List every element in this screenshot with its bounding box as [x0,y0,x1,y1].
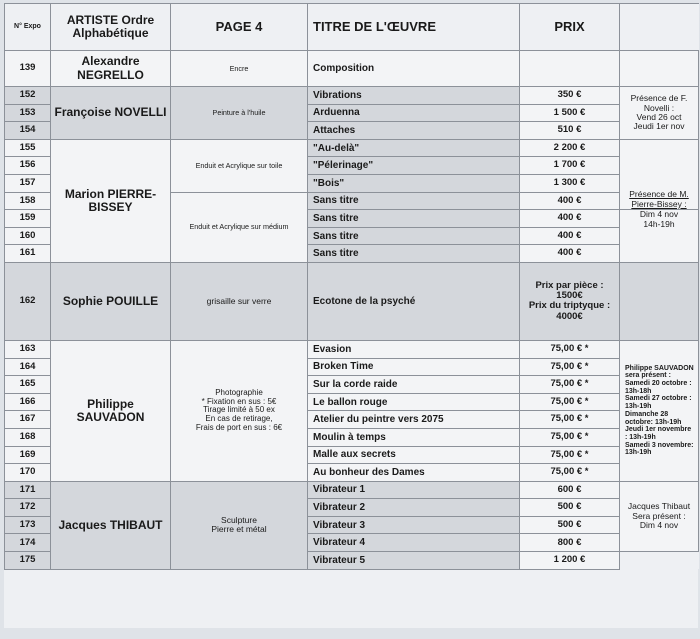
work-num: 169 [5,446,51,464]
note-blank [620,552,699,570]
artist-technique: Enduit et Acrylique sur médium [171,192,308,262]
table-row [5,340,699,358]
artist-name: Philippe SAUVADON [51,340,171,481]
artist-note: Présence de F. Novelli : Vend 26 oct Jeudi 1er nov [620,87,699,140]
artist-note: Dim 4 nov 14h-19h [620,210,699,263]
artwork-table [4,3,699,570]
work-title: Arduenna [308,104,520,122]
work-price: 510 € [520,122,620,140]
work-title: Vibrateur 2 [308,499,520,517]
work-title: Vibrateur 1 [308,481,520,499]
work-num: 162 [5,262,51,340]
work-price: 75,00 € * [520,376,620,394]
work-num: 159 [5,210,51,228]
artist-note: Jacques Thibaut Sera présent : Dim 4 nov [620,481,699,551]
work-title: Malle aux secrets [308,446,520,464]
work-title: Vibrations [308,87,520,105]
work-price: 75,00 € * [520,393,620,411]
artist-technique: Peinture à l'huile [171,87,308,140]
table-row [5,139,699,157]
work-price: 600 € [520,481,620,499]
work-title: Broken Time [308,358,520,376]
work-title: Vibrateur 3 [308,516,520,534]
work-price: 400 € [520,192,620,210]
header-price: PRIX [520,4,620,51]
work-price: 75,00 € * [520,358,620,376]
artist-technique: Encre [171,51,308,87]
work-price: 75,00 € * [520,411,620,429]
work-title: Moulin à temps [308,428,520,446]
work-num: 166 [5,393,51,411]
artist-note: Philippe SAUVADON sera présent : Samedi 20 octobre : 13h-18h Samedi 27 octobre : 13h-19h Dimanche 28 octobre: 13h-19h Jeudi 1er novembre : 13h-19h Samedi 3 novembre: 13h-19h [620,340,699,481]
work-title: Sans titre [308,245,520,263]
work-num: 155 [5,139,51,157]
work-price: 400 € [520,245,620,263]
work-title: Vibrateur 5 [308,552,520,570]
work-num: 168 [5,428,51,446]
work-title: "Bois" [308,174,520,192]
header-num: N° Expo [5,4,51,51]
header-row [5,4,699,51]
work-price: 75,00 € * [520,428,620,446]
work-num: 174 [5,534,51,552]
work-title: "Pélerinage" [308,157,520,175]
work-price: 1 500 € [520,104,620,122]
artist-technique: Photographie * Fixation en sus : 5€ Tirage limité à 50 ex En cas de retirage, Frais de port en sus : 6€ [171,340,308,481]
work-num: 152 [5,87,51,105]
artist-note [620,262,699,340]
work-num: 164 [5,358,51,376]
artist-technique: Sculpture Pierre et métal [171,481,308,569]
work-title: Attaches [308,122,520,140]
work-title: Sans titre [308,227,520,245]
work-price: 2 200 € [520,139,620,157]
work-num: 165 [5,376,51,394]
work-title: Le ballon rouge [308,393,520,411]
work-title: Sans titre [308,192,520,210]
work-num: 173 [5,516,51,534]
artist-name: Marion PIERRE-BISSEY [51,139,171,262]
work-title: Ecotone de la psyché [308,262,520,340]
artist-name: Sophie POUILLE [51,262,171,340]
work-price: 400 € [520,227,620,245]
work-num: 156 [5,157,51,175]
table-row [5,51,699,87]
artist-technique: Enduit et Acrylique sur toile [171,139,308,192]
work-title: Sur la corde raide [308,376,520,394]
work-price: 1 300 € [520,174,620,192]
work-title: Vibrateur 4 [308,534,520,552]
work-price: 75,00 € * [520,464,620,482]
work-num: 163 [5,340,51,358]
work-price: 1 700 € [520,157,620,175]
work-num: 171 [5,481,51,499]
work-num: 175 [5,552,51,570]
work-price [520,51,620,87]
work-num: 167 [5,411,51,429]
work-price: 800 € [520,534,620,552]
header-blank [620,4,699,51]
table-row [5,262,699,340]
artist-technique: grisaille sur verre [171,262,308,340]
work-num: 139 [5,51,51,87]
table-row [5,481,699,499]
exhibition-price-sheet [4,3,698,628]
work-num: 160 [5,227,51,245]
header-title: TITRE DE L'ŒUVRE [308,4,520,51]
work-price: 1 200 € [520,552,620,570]
work-title: Evasion [308,340,520,358]
work-price: 500 € [520,516,620,534]
artist-name: Françoise NOVELLI [51,87,171,140]
work-price: 75,00 € * [520,446,620,464]
work-price: 400 € [520,210,620,228]
artist-note: Présence de M. Pierre-Bissey : [620,139,699,209]
work-title: Atelier du peintre vers 2075 [308,411,520,429]
work-num: 153 [5,104,51,122]
work-price: 75,00 € * [520,340,620,358]
work-num: 170 [5,464,51,482]
artist-name: Jacques THIBAUT [51,481,171,569]
header-artist: ARTISTE Ordre Alphabétique [51,4,171,51]
artist-name: Alexandre NEGRELLO [51,51,171,87]
artist-note [620,51,699,87]
work-price: 500 € [520,499,620,517]
header-page: PAGE 4 [171,4,308,51]
work-num: 154 [5,122,51,140]
work-title: Sans titre [308,210,520,228]
work-title: "Au-delà" [308,139,520,157]
work-num: 161 [5,245,51,263]
table-row [5,87,699,105]
work-num: 172 [5,499,51,517]
work-title: Composition [308,51,520,87]
work-price: 350 € [520,87,620,105]
work-num: 157 [5,174,51,192]
work-num: 158 [5,192,51,210]
work-price: Prix par pièce : 1500€ Prix du triptyque : 4000€ [520,262,620,340]
work-title: Au bonheur des Dames [308,464,520,482]
